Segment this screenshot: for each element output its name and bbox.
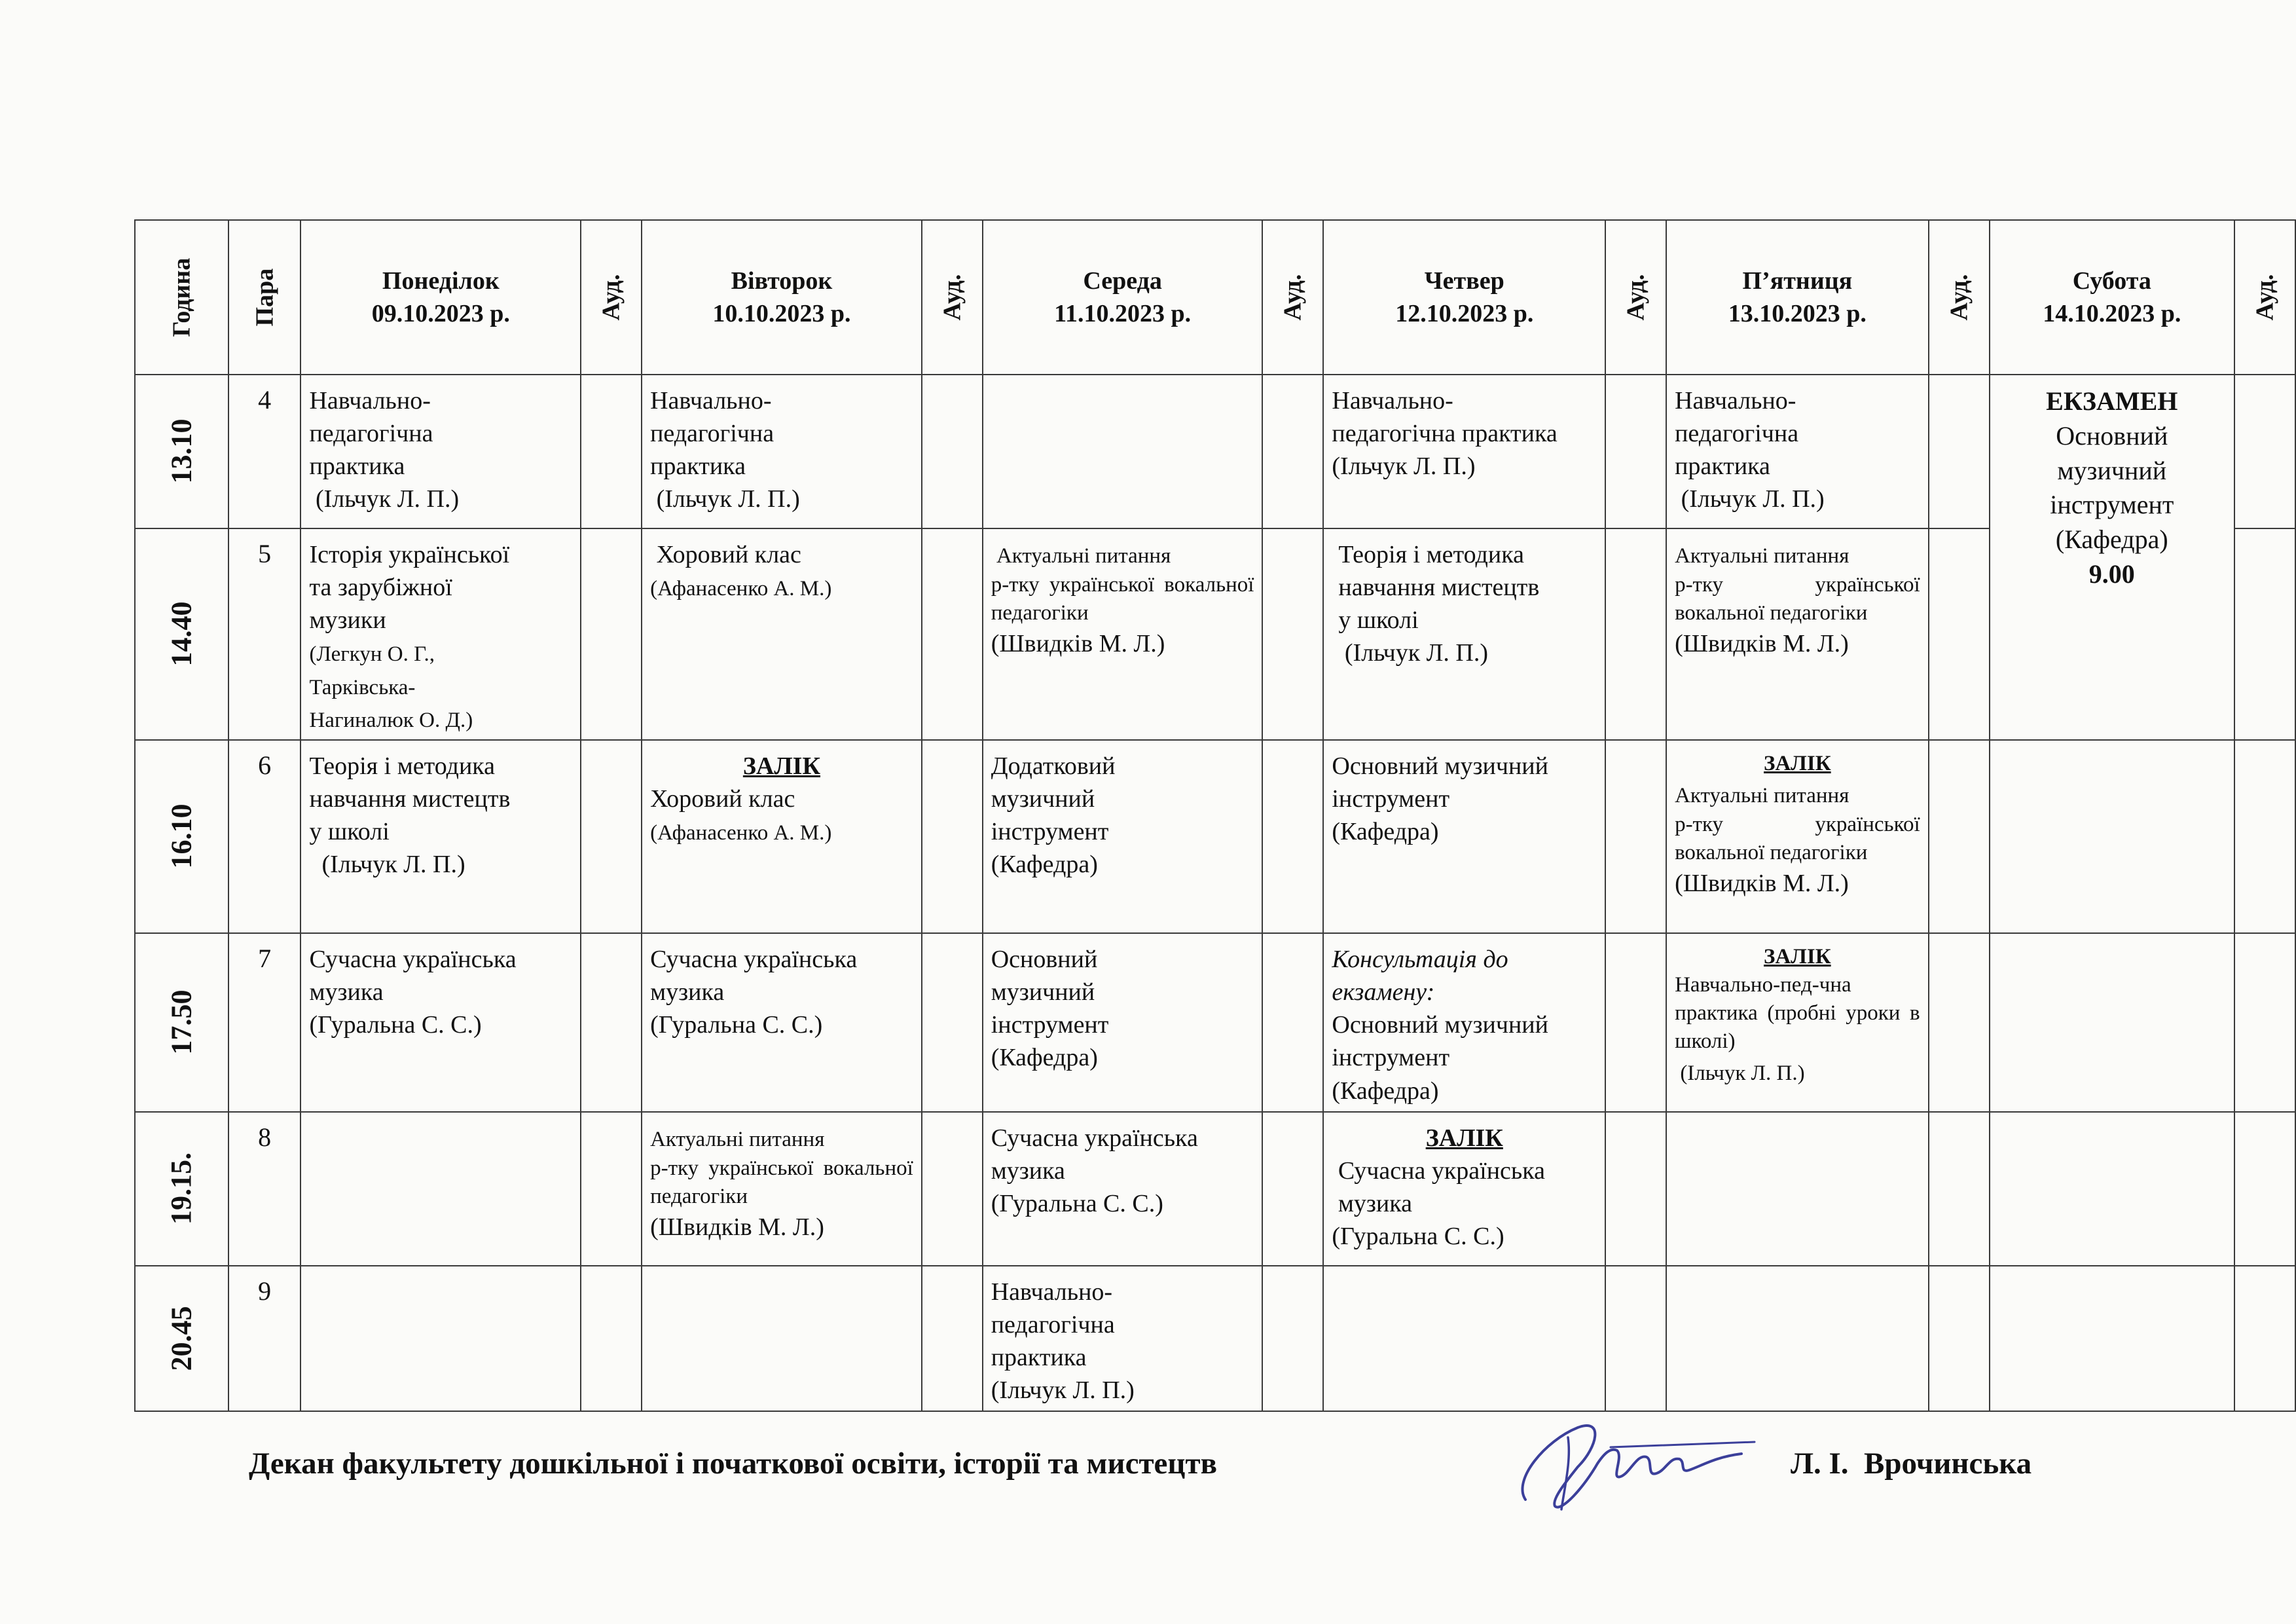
dean-name: Л. І. Врочинська — [1791, 1447, 2032, 1481]
day-header-wednesday: Середа 11.10.2023 р. — [983, 220, 1263, 375]
class-cell: Актуальні питання р-тку української вокальної педагогіки (Швидків М. Л.) — [642, 1112, 922, 1266]
para-cell: 4 — [228, 375, 301, 528]
class-cell: Навчально- педагогічна практика (Ільчук Л. П.) — [983, 1266, 1263, 1412]
class-cell: ЗАЛІК Навчально-пед-чна практика (пробні уроки в школі) (Ільчук Л. П.) — [1666, 933, 1929, 1112]
aud-cell — [1605, 1266, 1666, 1412]
exam-title: ЕКЗАМЕН — [2046, 386, 2178, 416]
aud-cell — [1262, 1266, 1323, 1412]
para-cell: 7 — [228, 933, 301, 1112]
class-cell: Хоровий клас (Афанасенко А. М.) — [642, 528, 922, 740]
class-cell — [1323, 1266, 1605, 1412]
aud-cell — [1605, 528, 1666, 740]
aud-cell — [1262, 933, 1323, 1112]
class-cell: Навчально- педагогічна практика (Ільчук Л. П.) — [1323, 375, 1605, 528]
aud-cell — [581, 933, 642, 1112]
aud-header: Ауд. — [1929, 220, 1990, 375]
class-cell: Основний музичний інструмент (Кафедра) — [983, 933, 1263, 1112]
class-cell — [642, 1266, 922, 1412]
aud-cell — [581, 1112, 642, 1266]
day-header-monday: Понеділок 09.10.2023 р. — [301, 220, 581, 375]
aud-header: Ауд. — [581, 220, 642, 375]
exam-time: 9.00 — [2088, 559, 2135, 589]
hour-header: Година — [135, 220, 228, 375]
aud-cell — [1929, 375, 1990, 528]
time-cell: 16.10 — [135, 740, 228, 933]
aud-cell — [1929, 740, 1990, 933]
aud-cell — [1929, 1266, 1990, 1412]
signature-icon — [1506, 1401, 1768, 1526]
dean-title: Декан факультету дошкільної і початкової освіти, історії та мистецтв — [249, 1447, 1217, 1481]
para-cell: 6 — [228, 740, 301, 933]
class-cell — [1990, 1112, 2235, 1266]
zalik-label: ЗАЛІК — [1764, 944, 1831, 969]
class-cell — [983, 375, 1263, 528]
class-cell: Теорія і методика навчання мистецтв у школі (Ільчук Л. П.) — [1323, 528, 1605, 740]
para-cell: 9 — [228, 1266, 301, 1412]
aud-cell — [1929, 528, 1990, 740]
aud-cell — [922, 1112, 983, 1266]
aud-cell — [1605, 1112, 1666, 1266]
day-header-friday: П’ятниця 13.10.2023 р. — [1666, 220, 1929, 375]
class-cell: Актуальні питання р-тку української вокальної педагогіки (Швидків М. Л.) — [1666, 528, 1929, 740]
aud-cell — [1929, 1112, 1990, 1266]
class-cell: Навчально- педагогічна практика (Ільчук Л. П.) — [1666, 375, 1929, 528]
class-cell — [1666, 1266, 1929, 1412]
aud-cell — [922, 375, 983, 528]
aud-cell — [1605, 740, 1666, 933]
aud-cell — [1262, 740, 1323, 933]
aud-cell — [2234, 933, 2295, 1112]
class-cell: Сучасна українська музика (Гуральна С. С.) — [642, 933, 922, 1112]
aud-header: Ауд. — [922, 220, 983, 375]
aud-cell — [581, 1266, 642, 1412]
aud-cell — [2234, 528, 2295, 740]
table-row — [135, 375, 2295, 528]
class-cell: Історія української та зарубіжної музики (Легкун О. Г., Тарківська- Нагиналюк О. Д.) — [301, 528, 581, 740]
aud-cell — [1605, 933, 1666, 1112]
class-cell: ЗАЛІК Хоровий клас (Афанасенко А. М.) — [642, 740, 922, 933]
schedule-table — [134, 219, 2296, 1412]
class-cell — [301, 1266, 581, 1412]
class-cell — [1990, 933, 2235, 1112]
aud-cell — [2234, 740, 2295, 933]
aud-header: Ауд. — [1262, 220, 1323, 375]
aud-cell — [1262, 1112, 1323, 1266]
para-cell: 5 — [228, 528, 301, 740]
aud-cell — [581, 740, 642, 933]
time-cell: 14.40 — [135, 528, 228, 740]
para-header: Пара — [228, 220, 301, 375]
class-cell — [1990, 740, 2235, 933]
day-header-saturday: Субота 14.10.2023 р. — [1990, 220, 2235, 375]
aud-header: Ауд. — [1605, 220, 1666, 375]
zalik-label: ЗАЛІК — [742, 752, 821, 780]
time-cell: 13.10 — [135, 375, 228, 528]
zalik-label: ЗАЛІК — [1764, 751, 1831, 775]
header-row — [135, 220, 2295, 375]
class-cell — [301, 1112, 581, 1266]
class-cell: Консультація до екзамену: Основний музичний інструмент (Кафедра) — [1323, 933, 1605, 1112]
aud-cell — [1929, 933, 1990, 1112]
day-header-tuesday: Вівторок 10.10.2023 р. — [642, 220, 922, 375]
class-cell — [1990, 1266, 2235, 1412]
class-cell: Актуальні питання р-тку української вокальної педагогіки (Швидків М. Л.) — [983, 528, 1263, 740]
time-cell: 20.45 — [135, 1266, 228, 1412]
table-row — [135, 1266, 2295, 1412]
class-cell: Теорія і методика навчання мистецтв у школі (Ільчук Л. П.) — [301, 740, 581, 933]
aud-cell — [922, 740, 983, 933]
table-row — [135, 1112, 2295, 1266]
aud-cell — [922, 933, 983, 1112]
class-cell: Додатковий музичний інструмент (Кафедра) — [983, 740, 1263, 933]
class-cell: ЗАЛІК Сучасна українська музика (Гуральна С. С.) — [1323, 1112, 1605, 1266]
aud-cell — [1262, 375, 1323, 528]
aud-header: Ауд. — [2234, 220, 2295, 375]
zalik-label: ЗАЛІК — [1425, 1124, 1503, 1152]
table-row — [135, 740, 2295, 933]
aud-cell — [2234, 1112, 2295, 1266]
aud-cell — [922, 1266, 983, 1412]
aud-cell — [1605, 375, 1666, 528]
class-cell: ЗАЛІК Актуальні питання р-тку української вокальної педагогіки (Швидків М. Л.) — [1666, 740, 1929, 933]
exam-cell: ЕКЗАМЕН Основний музичний інструмент (Кафедра) 9.00 — [1990, 375, 2235, 740]
aud-cell — [581, 528, 642, 740]
class-cell — [1666, 1112, 1929, 1266]
class-cell: Сучасна українська музика (Гуральна С. С.) — [301, 933, 581, 1112]
class-cell: Основний музичний інструмент (Кафедра) — [1323, 740, 1605, 933]
class-cell: Навчально- педагогічна практика (Ільчук Л. П.) — [301, 375, 581, 528]
time-cell: 17.50 — [135, 933, 228, 1112]
aud-cell — [1262, 528, 1323, 740]
para-cell: 8 — [228, 1112, 301, 1266]
aud-cell — [2234, 375, 2295, 528]
class-cell: Сучасна українська музика (Гуральна С. С.) — [983, 1112, 1263, 1266]
day-header-thursday: Четвер 12.10.2023 р. — [1323, 220, 1605, 375]
aud-cell — [2234, 1266, 2295, 1412]
table-row — [135, 528, 2295, 740]
aud-cell — [922, 528, 983, 740]
class-cell: Навчально- педагогічна практика (Ільчук Л. П.) — [642, 375, 922, 528]
time-cell: 19.15. — [135, 1112, 228, 1266]
table-row — [135, 933, 2295, 1112]
aud-cell — [581, 375, 642, 528]
